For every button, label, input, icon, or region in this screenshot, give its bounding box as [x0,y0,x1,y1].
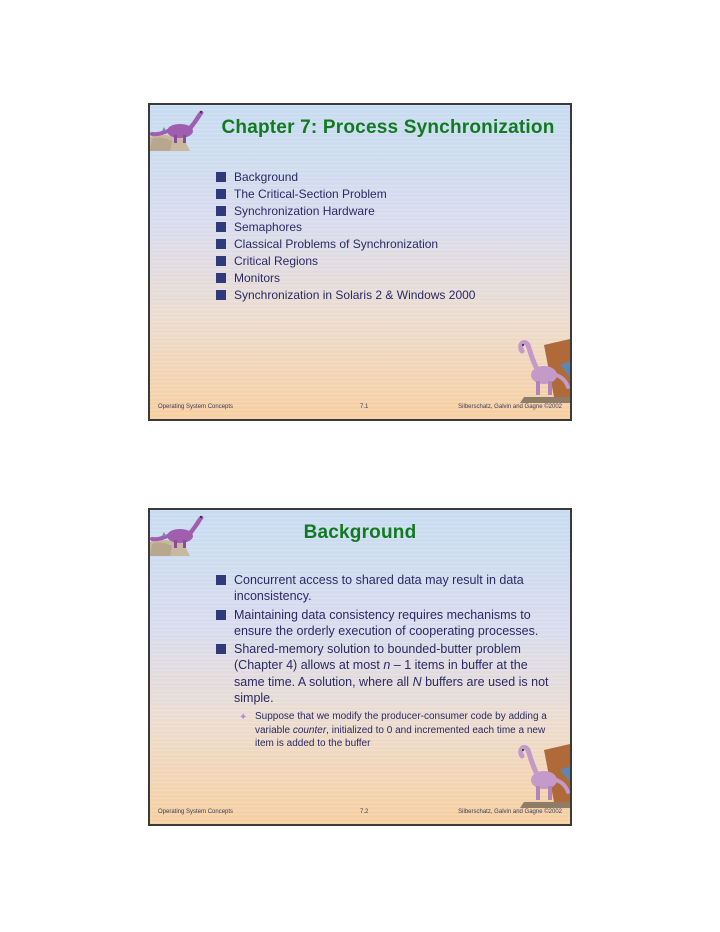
square-bullet-icon [216,256,226,266]
list-item: Background [216,169,552,186]
square-bullet-icon [216,290,226,300]
square-bullet-icon [216,172,226,182]
dinosaur-top-left-icon [150,107,214,151]
square-bullet-icon [216,222,226,232]
square-bullet-icon [216,189,226,199]
list-item: Classical Problems of Synchronization [216,236,552,253]
list-item: Critical Regions [216,253,552,270]
square-bullet-icon [216,575,226,585]
square-bullet-icon [216,610,226,620]
footer-page-number: 7.2 [360,809,369,815]
dinosaur-bottom-right-icon [514,742,570,808]
footer-authors: Silberschatz, Galvin and Gagne ©2002 [458,404,562,410]
square-bullet-icon [216,273,226,283]
list-item: Synchronization in Solaris 2 & Windows 2000 [216,287,552,304]
slide-2-title: Background [303,522,417,543]
sub-bullet-list [234,710,552,751]
slide-1-title: Chapter 7: Process Synchronization [221,117,555,138]
slide-1-bullet-list [216,169,552,303]
list-item: The Critical-Section Problem [216,186,552,203]
list-item: Synchronization Hardware [216,203,552,220]
footer-page-number: 7.1 [360,404,369,410]
list-item: Shared-memory solution to bounded-butter problem (Chapter 4) allows at most n – 1 items in buffer at the same time. A solution, where all N buffers are used is not simple. ✦ Suppose that we modify the producer-consumer code by adding a variable counter, initialized to 0 and incremented each time a new item is added to the buffer [216,641,552,751]
square-bullet-icon [216,206,226,216]
dinosaur-bottom-right-icon [514,337,570,403]
list-item: Monitors [216,270,552,287]
list-item: Concurrent access to shared data may result in data inconsistency. [216,572,552,605]
footer-book-title: Operating System Concepts [158,809,234,815]
diamond-bullet-icon: ✦ [239,712,248,724]
slide-2 [148,508,572,826]
footer-authors: Silberschatz, Galvin and Gagne ©2002 [458,809,562,815]
footer-book-title: Operating System Concepts [158,404,234,410]
list-item: Maintaining data consistency requires mechanisms to ensure the orderly execution of cooperating processes. [216,607,552,640]
list-item: Semaphores [216,219,552,236]
sub-list-item: ✦ Suppose that we modify the producer-consumer code by adding a variable counter, initialized to 0 and incremented each time a new item is added to the buffer [239,711,547,750]
slide-2-bullet-list [216,572,552,753]
slide-1 [148,103,572,421]
square-bullet-icon [216,644,226,654]
square-bullet-icon [216,239,226,249]
slide-2-footer [158,809,562,821]
slide-1-footer [158,404,562,416]
